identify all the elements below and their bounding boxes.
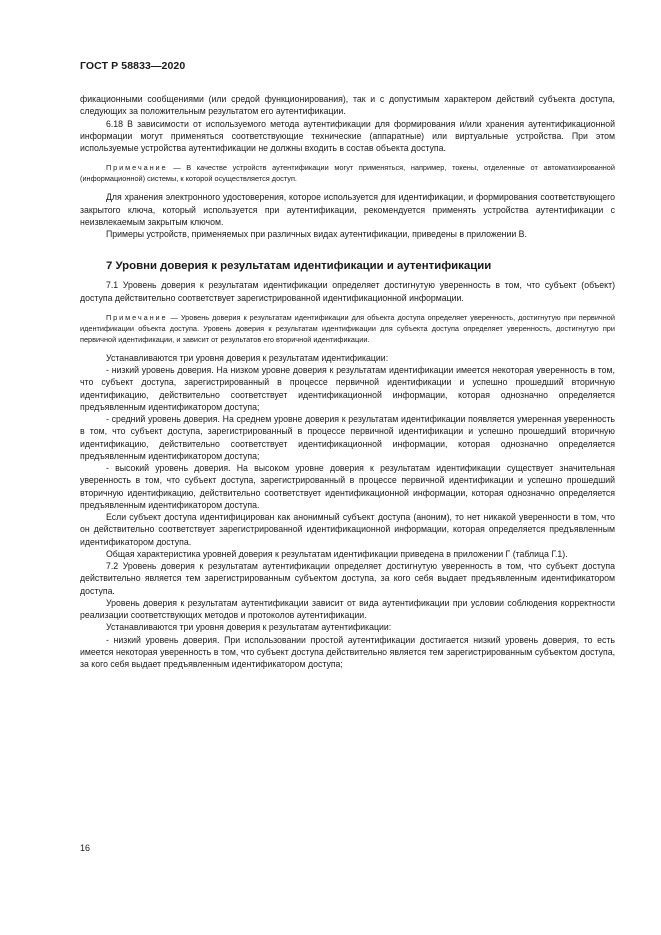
paragraph: фикационными сообщениями (или средой функционирования), так и с допустимым характером действий субъекта доступа, следующих за положительным результатом его аутентификации. bbox=[80, 94, 615, 117]
list-item: - низкий уровень доверия. На низком уровне доверия к результатам идентификации имеется некоторая уверенность в том, что субъект доступа, зарегистрированный в процессе первичной идентификации и успешно прошедший вторичную идентификацию, действительно соответствует идентификационной информации, которая однозначно определяется предъявленным идентификатором доступа; bbox=[80, 365, 615, 412]
note-text: — В качестве устройств аутентификации могут применяться, например, токены, отделенные от автоматизированной (информационной) системы, к которой осуществляется доступ. bbox=[80, 163, 615, 184]
paragraph: Для хранения электронного удостоверения, которое используется для идентификации, и формирования соответствующего закрытого ключа, который используется при аутентификации, рекомендуется применять устройства аутентификации с неизвлекаемым закрытым ключом. bbox=[80, 192, 615, 227]
paragraph: Устанавливаются три уровня доверия к результатам аутентификации: bbox=[106, 622, 392, 633]
note-label: Примечание bbox=[106, 312, 168, 322]
clause-7-2: 7.2 Уровень доверия к результатам аутентификации определяет достигнутую уверенность в том, что субъект доступа действительно является тем зарегистрированным субъектом доступа, за кого себя выдает предъявленным идентификатором доступа. bbox=[80, 561, 615, 596]
list-item: - низкий уровень доверия. При использовании простой аутентификации достигается низкий уровень доверия, то есть имеется некоторая уверенность в том, что субъект доступа действительно является тем зарегистрированным субъектом доступа, за кого себя выдает предъявленным идентификатором доступа; bbox=[80, 634, 615, 669]
paragraph: Устанавливаются три уровня доверия к результатам идентификации: bbox=[106, 352, 389, 363]
paragraph: Если субъект доступа идентифицирован как анонимный субъект доступа (аноним), то нет никакой уверенности в том, что он действительно соответствует зарегистрированной идентификационной информации, которая определяется предъявленным идентификатором доступа. bbox=[80, 512, 615, 547]
paragraph: Уровень доверия к результатам аутентификации зависит от вида аутентификации при условии соблюдения корректности реализации соответствующих методов и протоколов аутентификации. bbox=[80, 597, 615, 620]
section-heading: 7 Уровни доверия к результатам идентификации и аутентификации bbox=[106, 260, 492, 273]
clause-6-18: 6.18 В зависимости от используемого метода аутентификации для формирования и/или хранения аутентификационной информации могут применяться соответствующие технические (аппаратные) или виртуальные устройства. При этом используемые устройства аутентификации не должны входить в состав объекта доступа. bbox=[80, 118, 615, 153]
clause-7-1: 7.1 Уровень доверия к результатам идентификации определяет достигнутую уверенность в том, что субъект (объект) доступа действительно соответствует зарегистрированной идентификационной информации. bbox=[80, 280, 615, 303]
document-number: ГОСТ Р 58833—2020 bbox=[80, 60, 186, 72]
paragraph: Общая характеристика уровней доверия к результатам идентификации приведена в приложении Г (таблица Г.1). bbox=[106, 548, 568, 559]
note-label: Примечание bbox=[106, 163, 168, 173]
note bbox=[80, 312, 615, 345]
list-item: - средний уровень доверия. На среднем уровне доверия к результатам идентификации появляется умеренная уверенность в том, что субъект доступа, зарегистрированный в процессе первичной идентификации и успешно прошедший вторичную идентификацию, действительно соответствует идентификационной информации, которая однозначно определяется предъявленным идентификатором доступа; bbox=[80, 414, 615, 461]
note bbox=[80, 162, 615, 184]
document-body bbox=[80, 93, 615, 670]
paragraph: Примеры устройств, применяемых при различных видах аутентификации, приведены в приложении В. bbox=[106, 229, 527, 239]
note-text: — Уровень доверия к результатам идентификации для объекта доступа определяет уверенность, достигнутую при первичной идентификации объекта доступа. Уровень доверия к результатам идентификации для субъекта доступа определяет уверенность, достигнутую при первичной идентификации, и зависит от результатов его вторичной идентификации. bbox=[80, 312, 615, 344]
list-item: - высокий уровень доверия. На высоком уровне доверия к результатам идентификации существует значительная уверенность в том, что субъект доступа, зарегистрированный в процессе первичной идентификации и успешно прошедший вторичную идентификацию, действительно соответствует идентификационной информации, которая однозначно определяется предъявленным идентификатором доступа. bbox=[80, 463, 615, 510]
page-number: 16 bbox=[80, 843, 91, 853]
